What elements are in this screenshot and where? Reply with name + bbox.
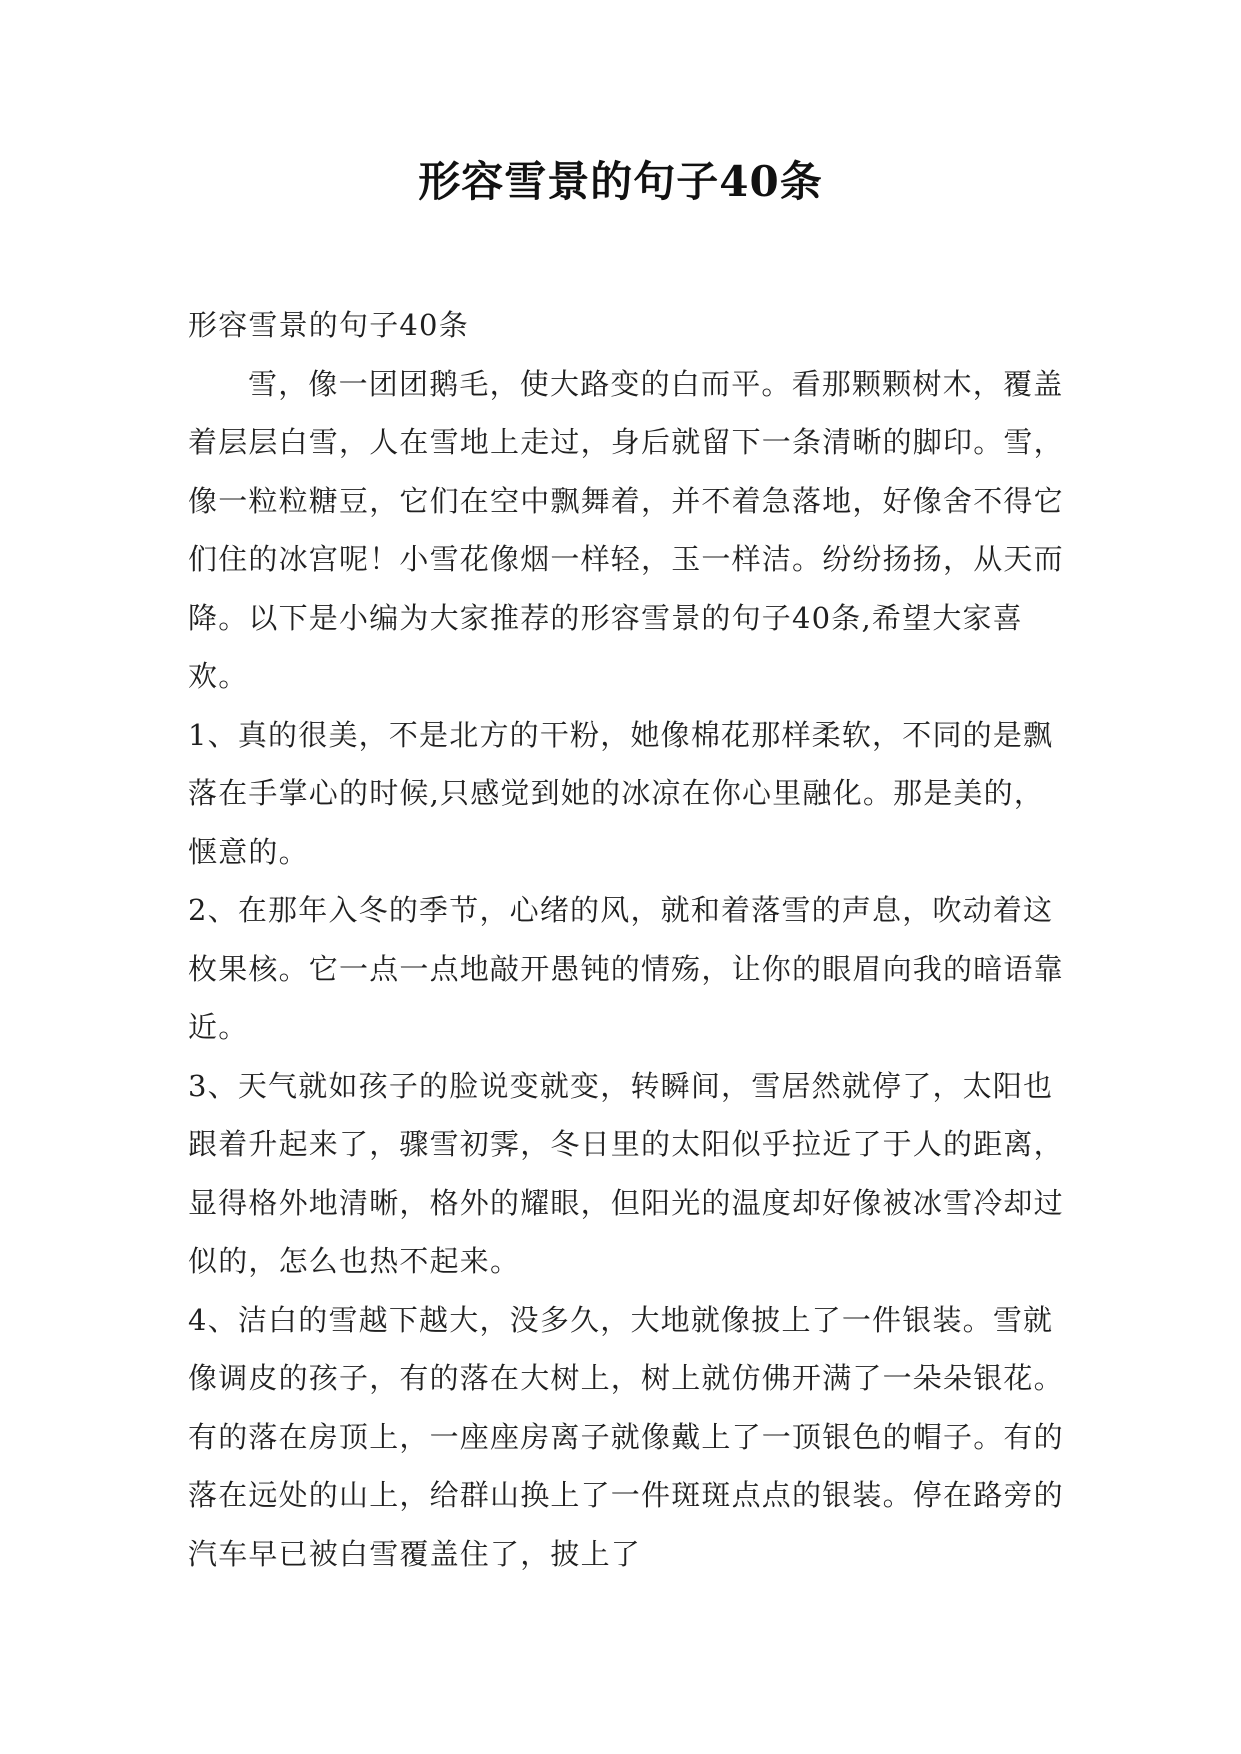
list-item: 1、真的很美，不是北方的干粉，她像棉花那样柔软，不同的是飘落在手掌心的时候,只感觉到她的冰凉在你心里融化。那是美的，惬意的。 xyxy=(188,717,1054,869)
list-item: 4、洁白的雪越下越大，没多久，大地就像披上了一件银装。雪就像调皮的孩子，有的落在大树上，树上就仿佛开满了一朵朵银花。有的落在房顶上，一座座房离子就像戴上了一顶银色的帽子。有的落在远处的山上，给群山换上了一件斑斑点点的银装。停在路旁的汽车早已被白雪覆盖住了，披上了 xyxy=(188,1302,1064,1571)
document-subtitle: 形容雪景的句子40条 xyxy=(188,308,469,342)
list-item: 3、天气就如孩子的脸说变就变，转瞬间，雪居然就停了，太阳也跟着升起来了，骤雪初霁，冬日里的太阳似乎拉近了于人的距离，显得格外地清晰，格外的耀眼，但阳光的温度却好像被冰雪冷却过似的，怎么也热不起来。 xyxy=(188,1068,1064,1278)
document-title: 形容雪景的句子40条 xyxy=(418,157,823,206)
document-body xyxy=(188,296,1068,1583)
intro-paragraph: 雪，像一团团鹅毛，使大路变的白而平。看那颗颗树木，覆盖着层层白雪，人在雪地上走过，身后就留下一条清晰的脚印。雪，像一粒粒糖豆，它们在空中飘舞着，并不着急落地，好像舍不得它们住的冰宫呢！小雪花像烟一样轻，玉一样洁。纷纷扬扬，从天而降。以下是小编为大家推荐的形容雪景的句子40条,希望大家喜欢。 xyxy=(188,366,1064,693)
list-item: 2、在那年入冬的季节，心绪的风，就和着落雪的声息，吹动着这枚果核。它一点一点地敲开愚钝的情殇，让你的眼眉向我的暗语靠近。 xyxy=(188,893,1064,1044)
